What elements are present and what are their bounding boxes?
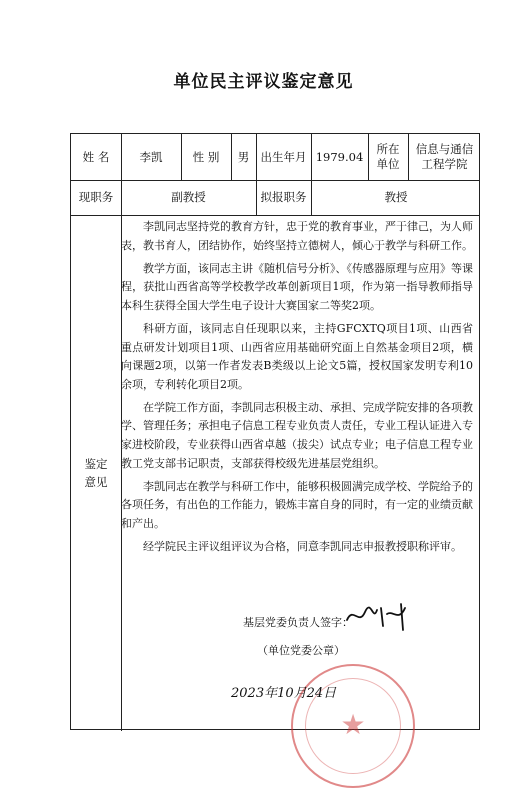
birth-value: 1979.04 <box>315 149 364 164</box>
gender-value: 男 <box>237 149 250 164</box>
paragraph: 科研方面，该同志自任现职以来，主持GFCXTQ项目1项、山西省重点研发计划项目1项、山西省应用基础研究面上自然基金项目2项，横向课题2项，以第一作者发表B类级以上论文5篇，授权国家发明专利10余项，专利转化项目2项。 <box>121 321 473 391</box>
seal-star-icon: ★ <box>340 708 366 741</box>
paragraph: 教学方面，该同志主讲《随机信号分析》、《传感器原理与应用》等课程，获批山西省高等学校教学改革创新项目1项，作为第一指导教师指导本科生获得全国大学生电子设计大赛国家二等奖2项。 <box>121 261 473 312</box>
current-title-value: 副教授 <box>171 190 206 204</box>
name-label: 姓 名 <box>82 149 110 164</box>
signature-date: 2023年10月24日 <box>231 686 337 701</box>
gender-label: 性 别 <box>192 149 220 164</box>
proposed-title-value: 教授 <box>384 190 408 204</box>
stamp-note: （单位党委公章） <box>257 644 345 657</box>
paragraph: 李凯同志在教学与科研工作中，能够积极圆满完成学校、学院给予的各项任务，有出色的工作能力，锻炼丰富自身的同时，有一定的业绩贡献和产出。 <box>121 479 473 530</box>
paragraph: 在学院工作方面，李凯同志积极主动、承担、完成学院安排的各项教学、管理任务；承担电子信息工程专业负责人责任，专业工程认证进入专家进校阶段，专业获得山西省卓越（拔尖）试点专业；电子信息工程专业教工党支部书记职责，支部获得校级先进基层党组织。 <box>121 400 473 470</box>
unit-value: 信息与通信工程学院 <box>415 142 474 171</box>
current-title-label: 现职务 <box>78 190 114 204</box>
appraisal-text <box>121 218 473 561</box>
birth-label: 出生年月 <box>260 149 307 164</box>
paragraph: 经学院民主评议组评议为合格，同意李凯同志申报教授职称评审。 <box>143 540 462 553</box>
handwritten-signature <box>343 600 413 632</box>
signature-label: 基层党委负责人签字： <box>243 616 353 629</box>
unit-label: 所在单位 <box>376 142 400 171</box>
proposed-title-label: 拟报职务 <box>260 190 307 204</box>
appraisal-label: 鉴定意见 <box>84 457 108 489</box>
name-value: 李凯 <box>139 149 163 164</box>
row-divider <box>71 215 479 216</box>
paragraph: 李凯同志坚持党的教育方针，忠于党的教育事业，严于律己，为人师表，教书育人，团结协作，始终坚持立德树人，倾心于教学与科研工作。 <box>121 220 473 252</box>
appraisal-form <box>70 133 480 741</box>
page-title: 单位民主评议鉴定意见 <box>173 72 354 92</box>
